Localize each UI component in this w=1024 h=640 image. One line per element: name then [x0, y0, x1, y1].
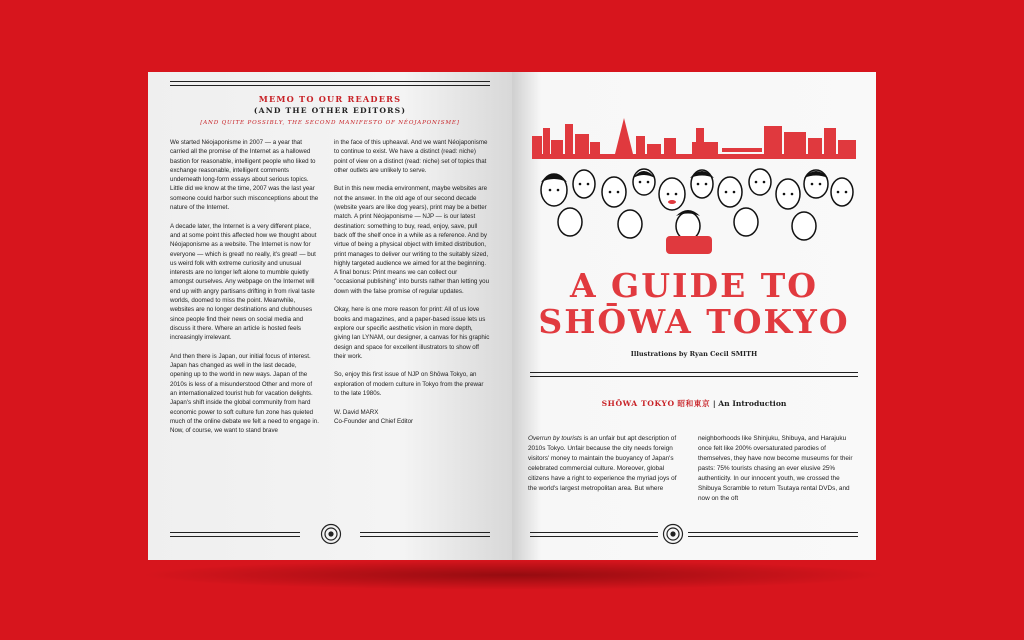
signature-title: Co-Founder and Chief Editor — [334, 417, 414, 425]
memo-subheading: (AND THE OTHER EDITORS) — [253, 106, 407, 115]
intro-column-2 — [698, 434, 854, 504]
signature-name: W. David MARX — [334, 408, 379, 416]
intro-column-1 — [528, 434, 680, 494]
left-page — [148, 72, 512, 560]
page-ornament-icon — [662, 523, 684, 545]
right-page — [512, 72, 876, 560]
bottom-rule-right — [360, 532, 490, 537]
intro-lead-italic: Overrun by tourists — [528, 435, 582, 442]
memo-paragraph: Okay, here is one more reason for print: All of us love books and magazines, and a paper-based issue lets us explore our specific aesthetic vision in more depth, giving Ian LYNAM, our designer, a canvas for his graphic design and space for excellent illustrators to show off their work. — [334, 306, 490, 360]
memo-tagline: [AND QUITE POSSIBLY, THE SECOND MANIFESTO OF NÉOJAPONISME] — [200, 120, 460, 126]
intro-heading — [512, 398, 876, 409]
illustration-credit: Illustrations by Ryan Cecil SMITH — [630, 350, 758, 358]
bottom-rule-left — [530, 532, 658, 537]
intro-title-red: SHŌWA TOKYO — [601, 399, 675, 408]
intro-separator: | — [712, 399, 716, 408]
memo-heading: MEMO TO OUR READERS — [258, 94, 402, 104]
memo-paragraph: A decade later, the Internet is a very different place, and at some point this affected how we thought about Néojaponisme as a website. The Internet is now for everyone — which is great! no really, it's great! — but us weird folk with extreme curiosity and unusual interests are no longer left alone to mumble quietly amongst ourselves. Any webpage on the Internet will end up with angry partisans drifting in from rival taste worlds, doomed to miss the point. Meanwhile, websites are no longer destinations and clubhouses since people find their news on social media and discuss it there. Where an article is hosted feels increasingly irrelevant. — [170, 222, 317, 342]
top-double-rule — [170, 81, 490, 86]
intro-paragraph: is an unfair but apt description of 2010s Tokyo. Unfair because the city needs foreign visitors' money to maintain the buoyancy of Japan's celebrated commercial culture. Moreover, global citizens have a right to experience the myriad joys of the world's largest metropolitan area. But where — [528, 435, 677, 492]
memo-paragraph: And then there is Japan, our initial focus of interest. Japan has changed as well in the last decade, opening up to the world in new ways. Japan of the 2010s is less of a misunderstood Other and more of an internationalized tourist hub for vacation delights. Japan's shift inside the global community from hard economic power to soft culture fun zone has quieted much of the online debate we felt a need to engage in. Now, of course, we want to stand brave — [170, 352, 319, 435]
memo-column-2 — [334, 138, 490, 426]
memo-paragraph: in the face of this upheaval. And we want Néojaponisme to continue to exist. We have a distinct (read: niche) point of view on a distinct (read: niche) set of topics that other outlets are unlikely to serve. — [334, 139, 488, 174]
intro-title: An Introduction — [718, 399, 787, 408]
title-line-2: SHŌWA TOKYO — [538, 302, 850, 341]
page-ornament-icon — [320, 523, 342, 545]
title-line-1: A GUIDE TO — [569, 266, 819, 305]
intro-paragraph: neighborhoods like Shinjuku, Shibuya, and Harajuku once felt like 200% oversaturated parodies of themselves, they have now become museums for their pasts: 75% tourists chasing an ever elusive 25% authenticity. In our innocent youth, we crossed the Shibuya Scramble to return Tsutaya rental DVDs, and now on the oft — [698, 435, 853, 502]
memo-paragraph: So, enjoy this first issue of NJP on Shōwa Tokyo, an exploration of modern culture in Tokyo from the prewar to the late 1980s. — [334, 371, 484, 398]
magazine-shadow — [140, 560, 888, 590]
section-rule — [530, 372, 858, 377]
tokyo-crowd-illustration — [532, 118, 856, 258]
bottom-rule-left — [170, 532, 300, 537]
intro-kanji: 昭和東京 — [677, 399, 711, 408]
memo-column-1 — [170, 138, 320, 445]
memo-paragraph: We started Néojaponisme in 2007 — a year that carried all the promise of the Internet as a hallowed bastion for reasonable, intelligent people who liked to exchange reasonable, intelligent comments underneath long-form essays about serious topics. Little did we know at the time, 2007 was the last year someone could harbor such misconceptions about the nature of the Internet. — [170, 139, 319, 212]
bottom-rule-right — [688, 532, 858, 537]
memo-paragraph: But in this new media environment, maybe websites are not the answer. In the old age of our second decade (website years are like dog years), print may be a better match. A print Néojaponisme — NJP — is our latest destination: something to buy, read, enjoy, save, pull back off the shelf once in a while as a reference. And by virtue of being a physical object with limited distribution, print manages to deliver our writing to the suitably sized, highly targeted audience we aimed for at the beginning. A final bonus: Print means we can collect our "occasional publishing" into bursts rather than letting you down with the false promise of regular updates. — [334, 185, 490, 295]
